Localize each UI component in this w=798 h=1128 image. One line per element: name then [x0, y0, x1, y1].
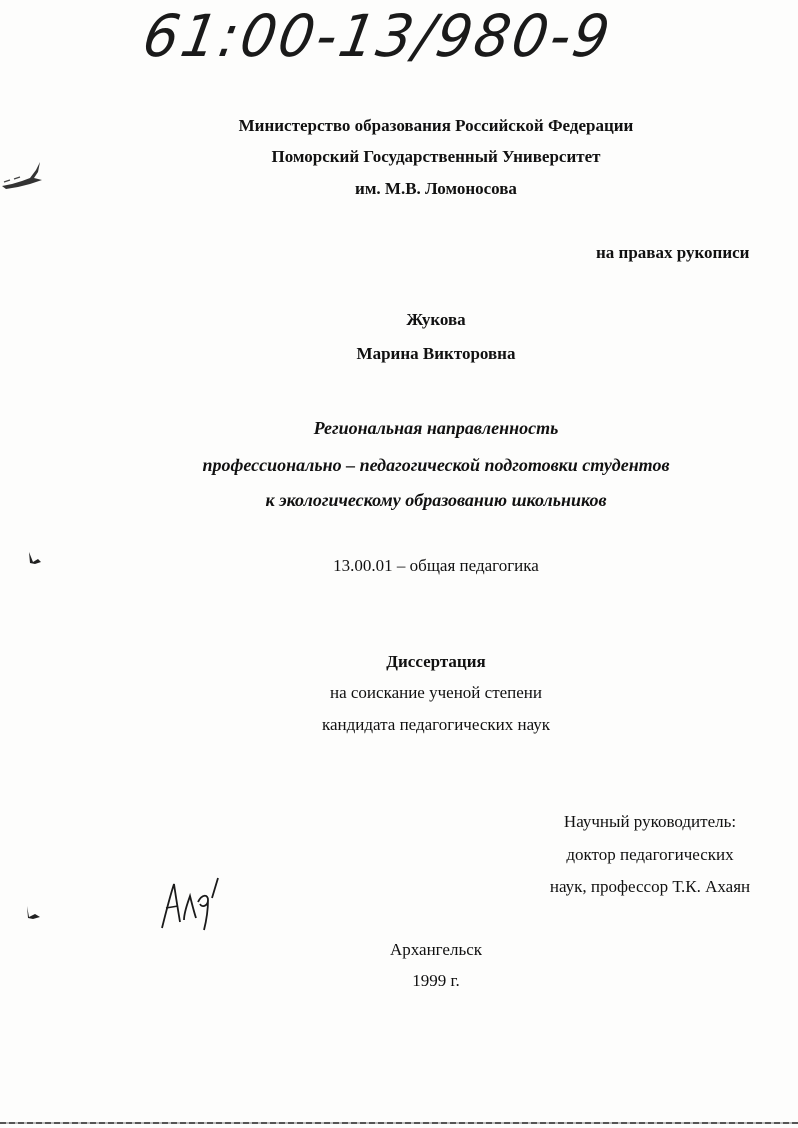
year-line: 1999 г.: [412, 971, 460, 990]
title-line-3: к экологическому образованию школьников: [265, 490, 607, 510]
work-type-heading: Диссертация: [386, 652, 486, 671]
ministry-line: Министерство образования Российской Федерации: [238, 116, 634, 135]
supervisor-line-3: наук, профессор Т.К. Ахаян: [549, 877, 751, 896]
margin-mark-icon: [24, 904, 44, 920]
title-line-1: Региональная направленность: [313, 418, 559, 438]
manuscript-note: на правах рукописи: [596, 243, 750, 262]
title-line-2: профессионально – педагогической подготовки студентов: [202, 455, 670, 475]
university-line: Поморский Государственный Университет: [271, 147, 601, 166]
named-after-line: им. М.В. Ломоносова: [355, 179, 517, 198]
supervisor-line-1: Научный руководитель:: [563, 812, 737, 831]
work-type-line-1: на соискание ученой степени: [329, 683, 543, 702]
supervisor-line-2: доктор педагогических: [566, 845, 734, 864]
scan-edge-line: [0, 1122, 798, 1124]
author-surname: Жукова: [406, 310, 466, 329]
author-given-names: Марина Викторовна: [356, 344, 516, 363]
archive-number-handwritten: 61:00-13/980-9: [138, 2, 618, 70]
work-type-line-2: кандидата педагогических наук: [321, 715, 551, 734]
handwritten-initials-icon: [156, 872, 226, 934]
city-line: Архангельск: [389, 940, 483, 959]
specialty-line: 13.00.01 – общая педагогика: [333, 556, 539, 575]
